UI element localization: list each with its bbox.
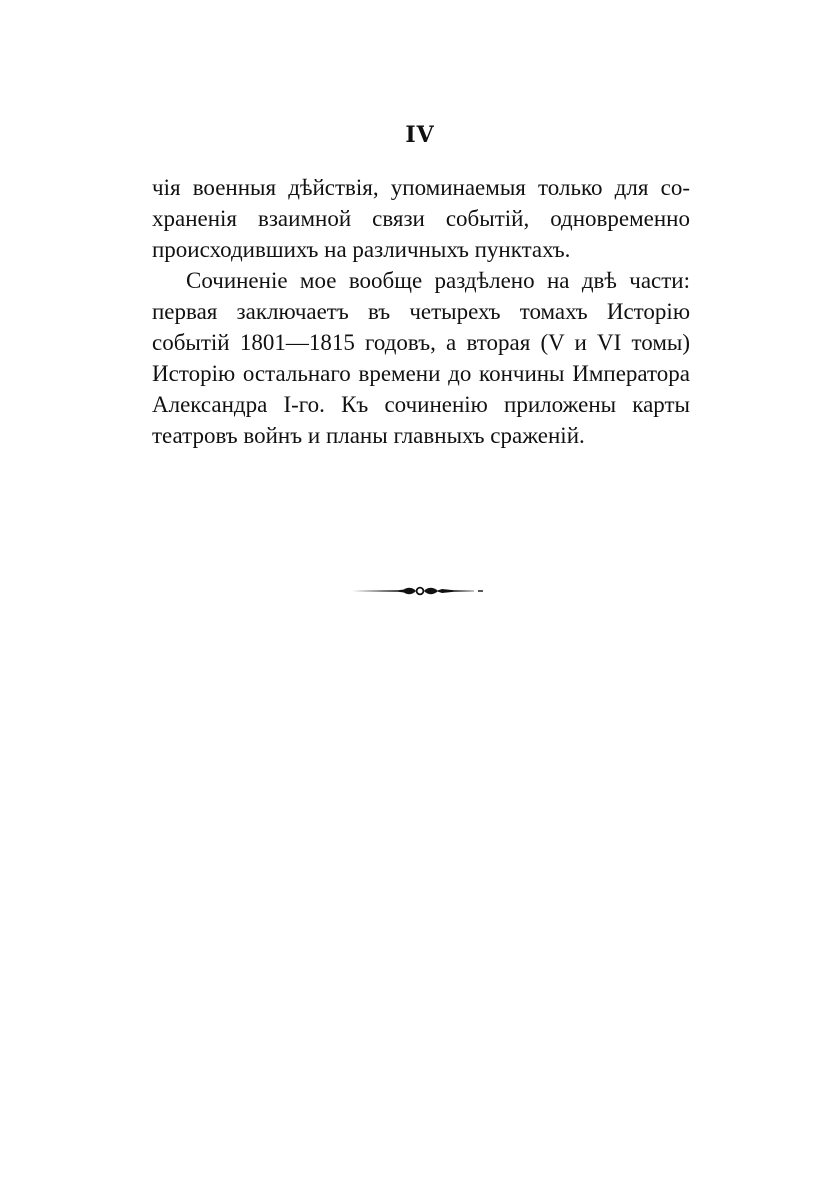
end-of-text-flourish-icon — [350, 580, 486, 602]
text-line: происходившихъ на различныхъ пунктахъ. — [152, 237, 571, 262]
paragraph-composition — [152, 265, 690, 451]
text-line: Александра I-го. Къ сочиненію приложены карты — [152, 392, 690, 417]
paragraph-continuation — [152, 172, 690, 265]
text-line: Исторію остальнаго времени до кончины Императора — [152, 361, 690, 386]
text-line: первая заключаетъ въ четырехъ томахъ Исторію — [152, 299, 690, 324]
page-number: IV — [405, 122, 435, 148]
text-line: Сочиненіе мое вообще раздѣлено на двѣ части: — [186, 268, 690, 293]
text-line: чія военныя дѣйствія, упоминаемыя только для со- — [152, 175, 690, 200]
text-line: храненія взаимной связи событій, одновременно — [152, 206, 690, 231]
text-line: событій 1801—1815 годовъ, а вторая (V и VI томы) — [152, 330, 690, 355]
text-line: театровъ войнъ и планы главныхъ сраженій. — [152, 423, 585, 448]
